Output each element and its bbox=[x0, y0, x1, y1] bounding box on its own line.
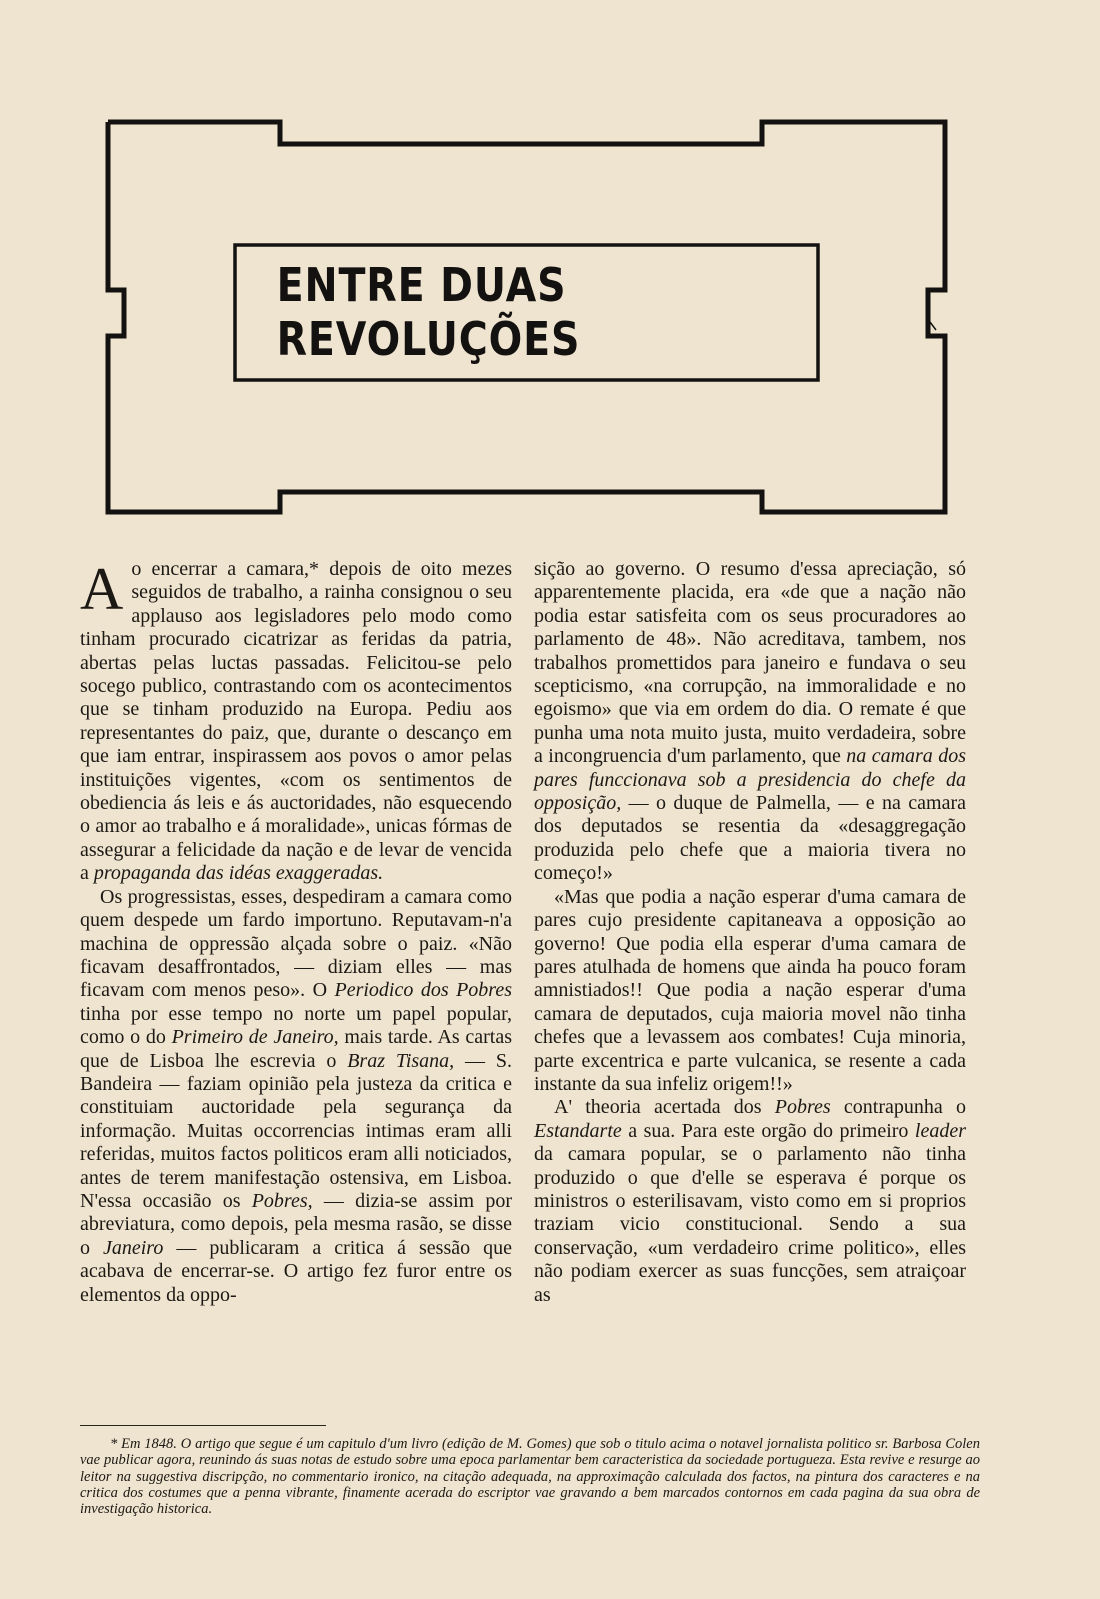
frame-mark bbox=[930, 322, 936, 330]
text-span: a sua. Para este orgão do primeiro bbox=[621, 1119, 915, 1142]
text-span: — publicaram a critica á sessão que acabava de encerrar-se. O artigo fez furor entre os elementos da oppo- bbox=[80, 1236, 513, 1306]
emphasis: Estandarte bbox=[534, 1119, 622, 1142]
text-span: da camara popular, se o parlamento não tinha produzido o que d'elle se esperava é porque os ministros o esterilisavam, visto como em si proprios traziam vicio constitucional. Sendo a sua conservação, «um verdadeiro crime politico», elles não podiam exercer as suas funcções, sem atraiçoar as bbox=[534, 1143, 966, 1306]
emphasis: Primeiro de Janeiro, bbox=[171, 1026, 339, 1049]
emphasis: Braz Tisana, bbox=[347, 1049, 455, 1072]
drop-cap: A bbox=[80, 556, 124, 622]
paragraph bbox=[80, 558, 512, 886]
emphasis: Pobres bbox=[774, 1096, 831, 1119]
emphasis: Janeiro bbox=[103, 1236, 164, 1259]
column-left bbox=[80, 558, 512, 1307]
text-span: — o duque de Palmella, — e na camara dos deputados se resentia da «desaggregação produzida pelo chefe que a maioria tivera no começo!» bbox=[534, 792, 966, 885]
text-span: mais tarde. As cartas que de Lisboa lhe escrevia o bbox=[80, 1026, 513, 1072]
text-span: — S. Bandeira — faziam opinião pela justeza da critica e constituiam auctoridade pela segurança da informação. Muitas occorrencias intimas eram alli referidas, muitos factos politicos eram alli noticiados, antes de terem manifestação ostensiva, em Lisboa. N'essa occasião os bbox=[80, 1049, 512, 1212]
text-span: tinha por esse tempo no norte um papel popular, como o do bbox=[80, 1002, 512, 1049]
text-span: — dizia-se assim por abreviatura, como depois, pela mesma rasão, se disse o bbox=[80, 1189, 513, 1259]
footnote: * Em 1848. O artigo que segue é um capitulo d'um livro (edição de M. Gomes) que sob o titulo acima o notavel jornalista politico sr. Barbosa Colen vae publicar agora, reunindo ás suas notas de estudo sobre uma epoca parlamentar bem caracteristica da sociedade portugueza. Esta revive e resurge ao leitor na suggestiva discripção, no commentario ironico, na citação adequada, na approximação calculada dos factos, na pintura dos caracteres e na critica dos costumes que a penna vibrante, finamente acerada do escriptor vae gravando a bem marcados contornos em cada pagina da sua obra de investigação historica. bbox=[80, 1436, 980, 1518]
emphasis: Pobres, bbox=[251, 1189, 313, 1212]
text-span: o encerrar a camara,* depois de oito mezes seguidos de trabalho, a rainha consignou o seu applauso aos legisladores pelo modo como tinham procurado cicatrizar as feridas da patria, abertas pelas luctas passadas. Felicitou-se pelo socego publico, contrastando com os acontecimentos que se tinham produzido na Europa. Pediu aos representantes do paiz, que, durante o descanço em que iam entrar, inspirassem aos povos o amor pelas instituições vigentes, «com os sentimentos de obediencia ás leis e ás auctoridades, não esquecendo o amor ao trabalho e á moralidade», unicas fórmas de assegurar a felicidade da nação e de levar de vencida a bbox=[80, 558, 512, 885]
article-title: ENTRE DUAS REVOLUÇÕES bbox=[276, 258, 581, 366]
emphasis: Periodico dos Pobres bbox=[334, 979, 512, 1002]
paragraph bbox=[534, 1096, 966, 1307]
paragraph: «Mas que podia a nação esperar d'uma camara de pares cujo presidente capitaneava a opposição ao governo! Que podia ella esperar d'uma camara de pares atulhada de homens que ainda ha pouco foram amnistiados!! Que podia a nação esperar d'uma camara de deputados, cuja maioria movel não tinha chefes que a levassem aos combates! Cuja minoria, parte excentrica e parte vulcanica, se resente a cada instante da sua infeliz origem!!» bbox=[534, 885, 966, 1095]
paragraph bbox=[80, 886, 512, 1307]
emphasis: leader bbox=[914, 1119, 966, 1142]
text-span: sição ao governo. O resumo d'essa apreciação, só apparentemente placida, era «de que a nação não podia estar satisfeita com os seus procuradores ao parlamento de 48». Não acreditava, tambem, nos trabalhos promettidos para janeiro e fundava o seu scepticismo, «na corrupção, na immoralidade e no egoismo» que via em ordem do dia. O remate é que punha uma nota muito justa, muito verdadeira, sobre a incongruencia d'um parlamento, que bbox=[534, 558, 966, 768]
paragraph bbox=[534, 558, 966, 886]
text-span: Os progressistas, esses, despediram a camara como quem despede um fardo importuno. Reputavam-n'a machina de oppressão alçada sobre o paiz. «Não ficavam desaffrontados, — diziam elles — mas ficavam com menos peso». O bbox=[80, 885, 512, 1002]
column-right bbox=[534, 558, 966, 1307]
text-span: contrapunha o bbox=[830, 1096, 966, 1119]
emphasis: na camara dos pares funccionava sob a presidencia do chefe da opposição, bbox=[534, 745, 966, 815]
emphasis: propaganda das idéas exaggeradas. bbox=[93, 862, 384, 885]
text-span: A' theoria acertada dos bbox=[554, 1096, 775, 1119]
footnote-rule bbox=[80, 1425, 326, 1426]
